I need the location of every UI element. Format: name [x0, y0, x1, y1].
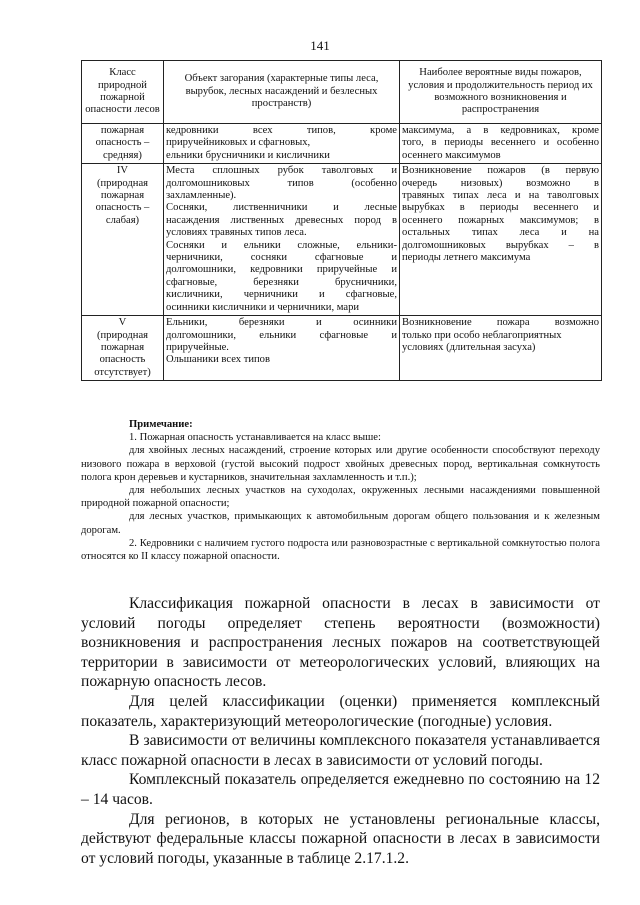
- object-cell: [164, 164, 400, 316]
- cell-line: пожарная: [100, 341, 145, 353]
- cell-line: черничники, сосняки сфагновые и: [166, 252, 397, 264]
- cell-line: условиях травяных типов леса.: [166, 227, 307, 239]
- header-object-line: Объект загорания: [184, 73, 265, 85]
- body-paragraph: Для регионов, в которых не установлены региональные классы, действуют федеральные классы пожарной опасности в лесах в зависимости от условий погоды, указанные в таблице 2.17.1.2.: [81, 810, 600, 867]
- cell-line: максимума, а в кедровниках, кроме: [402, 125, 599, 136]
- header-class: [82, 61, 164, 124]
- header-class-line: Класс: [109, 67, 136, 79]
- table-header-row: [82, 61, 602, 124]
- cell-line: пожарная: [100, 190, 145, 202]
- cell-line: опасность –: [95, 202, 150, 214]
- cell-line: опасность –: [95, 137, 150, 149]
- cell-line: (природная: [96, 329, 149, 341]
- cell-line: того, в периоды весеннего и особенно: [402, 137, 599, 149]
- object-cell: [164, 124, 400, 164]
- cell-line: сфагновые, березняки брусничники,: [166, 276, 397, 288]
- class-cell: [82, 316, 164, 381]
- header-kinds-line: Наиболее вероятные виды пожаров,: [419, 67, 582, 79]
- header-kinds-line: период их возможного: [434, 79, 593, 103]
- cell-line: пожарная: [100, 125, 145, 136]
- object-cell: [164, 316, 400, 381]
- cell-line: осеннего максимумов: [402, 149, 501, 161]
- cell-line: отсутствует): [94, 366, 151, 378]
- body-paragraph: Комплексный показатель определяется ежедневно по состоянию на 12 – 14 часов.: [81, 771, 600, 808]
- cell-line: Возникновение пожара возможно: [402, 317, 599, 329]
- cell-line: насаждения лиственных древесных пород в: [166, 214, 397, 226]
- header-kinds: [400, 61, 602, 124]
- cell-line: Места сплошных рубок таволговых и: [166, 165, 397, 177]
- main-text: [81, 594, 600, 868]
- cell-line: условиях (длительная засуха): [402, 341, 536, 353]
- cell-line: кисличники, черничники и сфагновые,: [166, 289, 397, 301]
- body-paragraph: В зависимости от величины комплексного показателя устанавливается класс пожарной опасности в лесах в зависимости от условий погоды.: [81, 732, 600, 769]
- table-row: [82, 316, 602, 381]
- cell-line: опасность: [99, 354, 146, 366]
- header-class-line: опасности: [85, 104, 132, 116]
- header-class-line: пожарной: [100, 92, 145, 103]
- header-class-line: лесов: [134, 104, 160, 116]
- cell-line: периоды летнего максимума: [402, 252, 531, 264]
- header-object: [164, 61, 400, 124]
- page-number: 141: [310, 38, 330, 53]
- cell-line: кедровники всех типов, кроме: [166, 125, 397, 136]
- cell-line: остальных типах леса и на: [402, 227, 599, 239]
- cell-line: долгомошники, ельники сфагновые и: [166, 329, 397, 341]
- kinds-cell: [400, 164, 602, 316]
- cell-line: осеннего пожарных максимумов; в: [402, 214, 599, 226]
- header-kinds-line: условия и продолжительность: [408, 79, 545, 91]
- kinds-cell: [400, 316, 602, 381]
- note-item: для хвойных лесных насаждений, строение которых или другие особенности способствуют переходу низового пожара в верховой (густой высокий подрост хвойных древесных пород, вертикальная сомкнутость полога крон деревьев и кустарников, значительная захламленность и т.п.);: [81, 445, 600, 483]
- header-class-line: природной: [98, 79, 147, 91]
- cell-line: Возникновение пожаров (в первую: [402, 165, 599, 177]
- cell-line: IV: [116, 165, 129, 177]
- cell-line: V: [118, 317, 127, 329]
- cell-line: ельники брусничники и кисличники: [166, 149, 330, 161]
- cell-line: (природная: [96, 177, 149, 189]
- body-paragraph: Для целей классификации (оценки) применяется комплексный показатель, характеризующий метеорологические (погодные) условия.: [81, 692, 600, 730]
- cell-line: Сосняки и ельники сложные, ельники-: [166, 239, 397, 251]
- cell-line: средняя): [103, 149, 142, 161]
- cell-line: травяных типах леса и на таволговых: [402, 190, 599, 202]
- cell-line: приручейниковых и сфагновых,: [166, 137, 311, 149]
- cell-line: осинники кисличники и черничники, мари: [166, 301, 360, 313]
- note-item: 2. Кедровники с наличием густого подроста или разновозрастные с вертикальной сомкнутостью полога относятся ко II классу пожарной опасности.: [81, 537, 600, 563]
- cell-line: долгомошниковых типов (особенно: [166, 177, 397, 189]
- table-row: [82, 164, 602, 316]
- fire-danger-table: [81, 60, 602, 381]
- notes-section: [81, 418, 600, 563]
- header-kinds-line: возникновения и распространения: [461, 92, 567, 116]
- note-item: 1. Пожарная опасность устанавливается на класс выше:: [129, 432, 381, 444]
- kinds-cell: [400, 124, 602, 164]
- class-cell: [82, 124, 164, 164]
- cell-line: Ельники, березняки и осинники: [166, 317, 397, 329]
- cell-line: захламленные).: [166, 190, 237, 202]
- notes-title: Примечание:: [129, 419, 193, 430]
- class-cell: [82, 164, 164, 316]
- note-item: для небольших лесных участков на суходолах, окруженных лесными насаждениями повышенной природной пожарной опасности;: [81, 485, 600, 510]
- cell-line: долгомошники, кедровники приручейные и: [166, 264, 397, 276]
- cell-line: приручейные.: [166, 341, 229, 353]
- header-object-line: (характерные типы леса, вырубок, лесных: [185, 73, 379, 97]
- cell-line: только при особо неблагоприятных: [402, 329, 562, 341]
- cell-line: очередь низовых) возможно в: [402, 177, 599, 189]
- cell-line: Ольшаники всех типов: [166, 354, 270, 366]
- table-row: [82, 124, 602, 164]
- cell-line: слабая): [105, 214, 140, 226]
- cell-line: Сосняки, лиственничники и лесные: [166, 202, 397, 214]
- body-paragraph: Классификация пожарной опасности в лесах в зависимости от условий погоды определяет степень вероятности (возможности) возникновения и распространения лесных пожаров на соответствующей территории в зависимости от метеорологических условий, влияющих на пожарную опасность лесов.: [81, 595, 600, 691]
- cell-line: вырубках в периоды весеннего и: [402, 202, 599, 214]
- header-object-line: насаждений и безлесных пространств): [251, 85, 378, 110]
- cell-line: долгомошниковых вырубках – в: [402, 239, 599, 251]
- note-item: для лесных участков, примыкающих к автомобильным дорогам общего пользования и к железным дорогам.: [81, 511, 600, 536]
